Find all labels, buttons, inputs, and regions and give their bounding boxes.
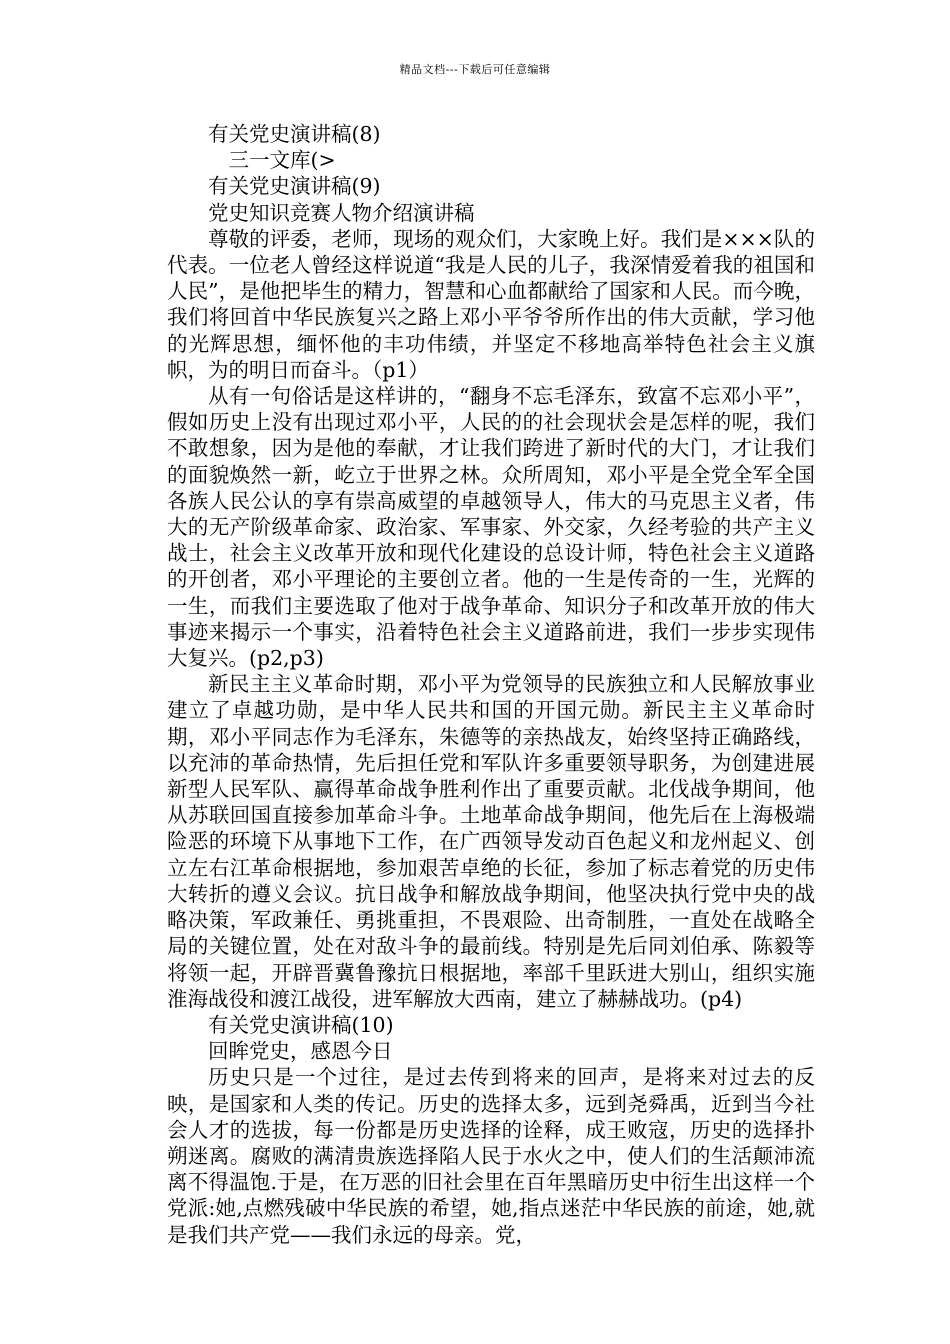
speech-title: 党史知识竞赛人物介绍演讲稿 — [208, 200, 475, 225]
paragraph-4: 历史只是一个过往，是过去传到将来的回声，是将来对过去的反映，是国家和人类的传记。历史的选择太多，远到尧舜禹，近到当今社会人才的选拔，每一份都是历史选择的诠释，成王败寇，历史的选择扑朔迷离。腐败的满清贵族选择陷人民于水火之中，使人们的生活颠沛流离不得温饱.于是，在万恶的旧社会里在百年黑暗历史中衍生出这样一个党派:她,点燃残破中华民族的希望，她,指点迷茫中华民族的前途，她,就是我们共产党——我们永远的母亲。党， — [167, 1065, 815, 1247]
paragraph-1: 尊敬的评委，老师，现场的观众们，大家晚上好。我们是×××队的代表。一位老人曾经这样说道“我是人民的儿子，我深情爱着我的祖国和人民”，是他把毕生的精力，智慧和心血都献给了国家和人民。而今晚，我们将回首中华民族复兴之路上邓小平爷爷所作出的伟大贡献，学习他的光辉思想，缅怀他的丰功伟绩，并坚定不移地高举特色社会主义旗帜，为的明日而奋斗。（p1） — [167, 226, 815, 382]
paragraph-3: 新民主主义革命时期，邓小平为党领导的民族独立和人民解放事业建立了卓越功勋，是中华人民共和国的开国元勋。新民主主义革命时期，邓小平同志作为毛泽东，朱德等的亲热战友，始终坚持正确路线，以充沛的革命热情，先后担任党和军队许多重要领导职务，为创建进展新型人民军队、赢得革命战争胜利作出了重要贡献。北伐战争期间，他从苏联回国直接参加革命斗争。土地革命战争期间，他先后在上海极端险恶的环境下从事地下工作，在广西领导发动百色起义和龙州起义、创立左右江革命根据地，参加艰苦卓绝的长征，参加了标志着党的历史伟大转折的遵义会议。抗日战争和解放战争期间，他坚决执行党中央的战略决策，军政兼任、勇挑重担，不畏艰险、出奇制胜，一直处在战略全局的关键位置，处在对敌斗争的最前线。特别是先后同刘伯承、陈毅等将领一起，开辟晋冀鲁豫抗日根据地，率部千里跃进大别山，组织实施淮海战役和渡江战役，进军解放大西南，建立了赫赫战功。(p4) — [167, 672, 815, 1011]
page-header: 精品文档---下载后可任意编辑 — [399, 63, 551, 76]
document-body — [167, 121, 815, 1248]
speech-title-2: 回眸党史，感恩今日 — [208, 1039, 393, 1064]
section-heading-9: 有关党史演讲稿(9) — [208, 174, 381, 199]
paragraph-2: 从有一句俗话是这样讲的，“翻身不忘毛泽东，致富不忘邓小平”，假如历史上没有出现过邓小平，人民的的社会现状会是怎样的呢，我们不敢想象，因为是他的奉献，才让我们跨进了新时代的大门，才让我们的面貌焕然一新，屹立于世界之林。众所周知，邓小平是全党全军全国各族人民公认的享有崇高威望的卓越领导人，伟大的马克思主义者，伟大的无产阶级革命家、政治家、军事家、外交家，久经考验的共产主义战士，社会主义改革开放和现代化建设的总设计师，特色社会主义道路的开创者，邓小平理论的主要创立者。他的一生是传奇的一生，光辉的一生，而我们主要选取了他对于战争革命、知识分子和改革开放的伟大事迹来揭示一个事实，沿着特色社会主义道路前进，我们一步步实现伟大复兴。(p2,p3) — [167, 384, 815, 671]
source-line: 三一文库(> — [228, 148, 336, 173]
section-heading-8: 有关党史演讲稿(8) — [208, 122, 381, 146]
section-heading-10: 有关党史演讲稿(10) — [208, 1012, 394, 1037]
